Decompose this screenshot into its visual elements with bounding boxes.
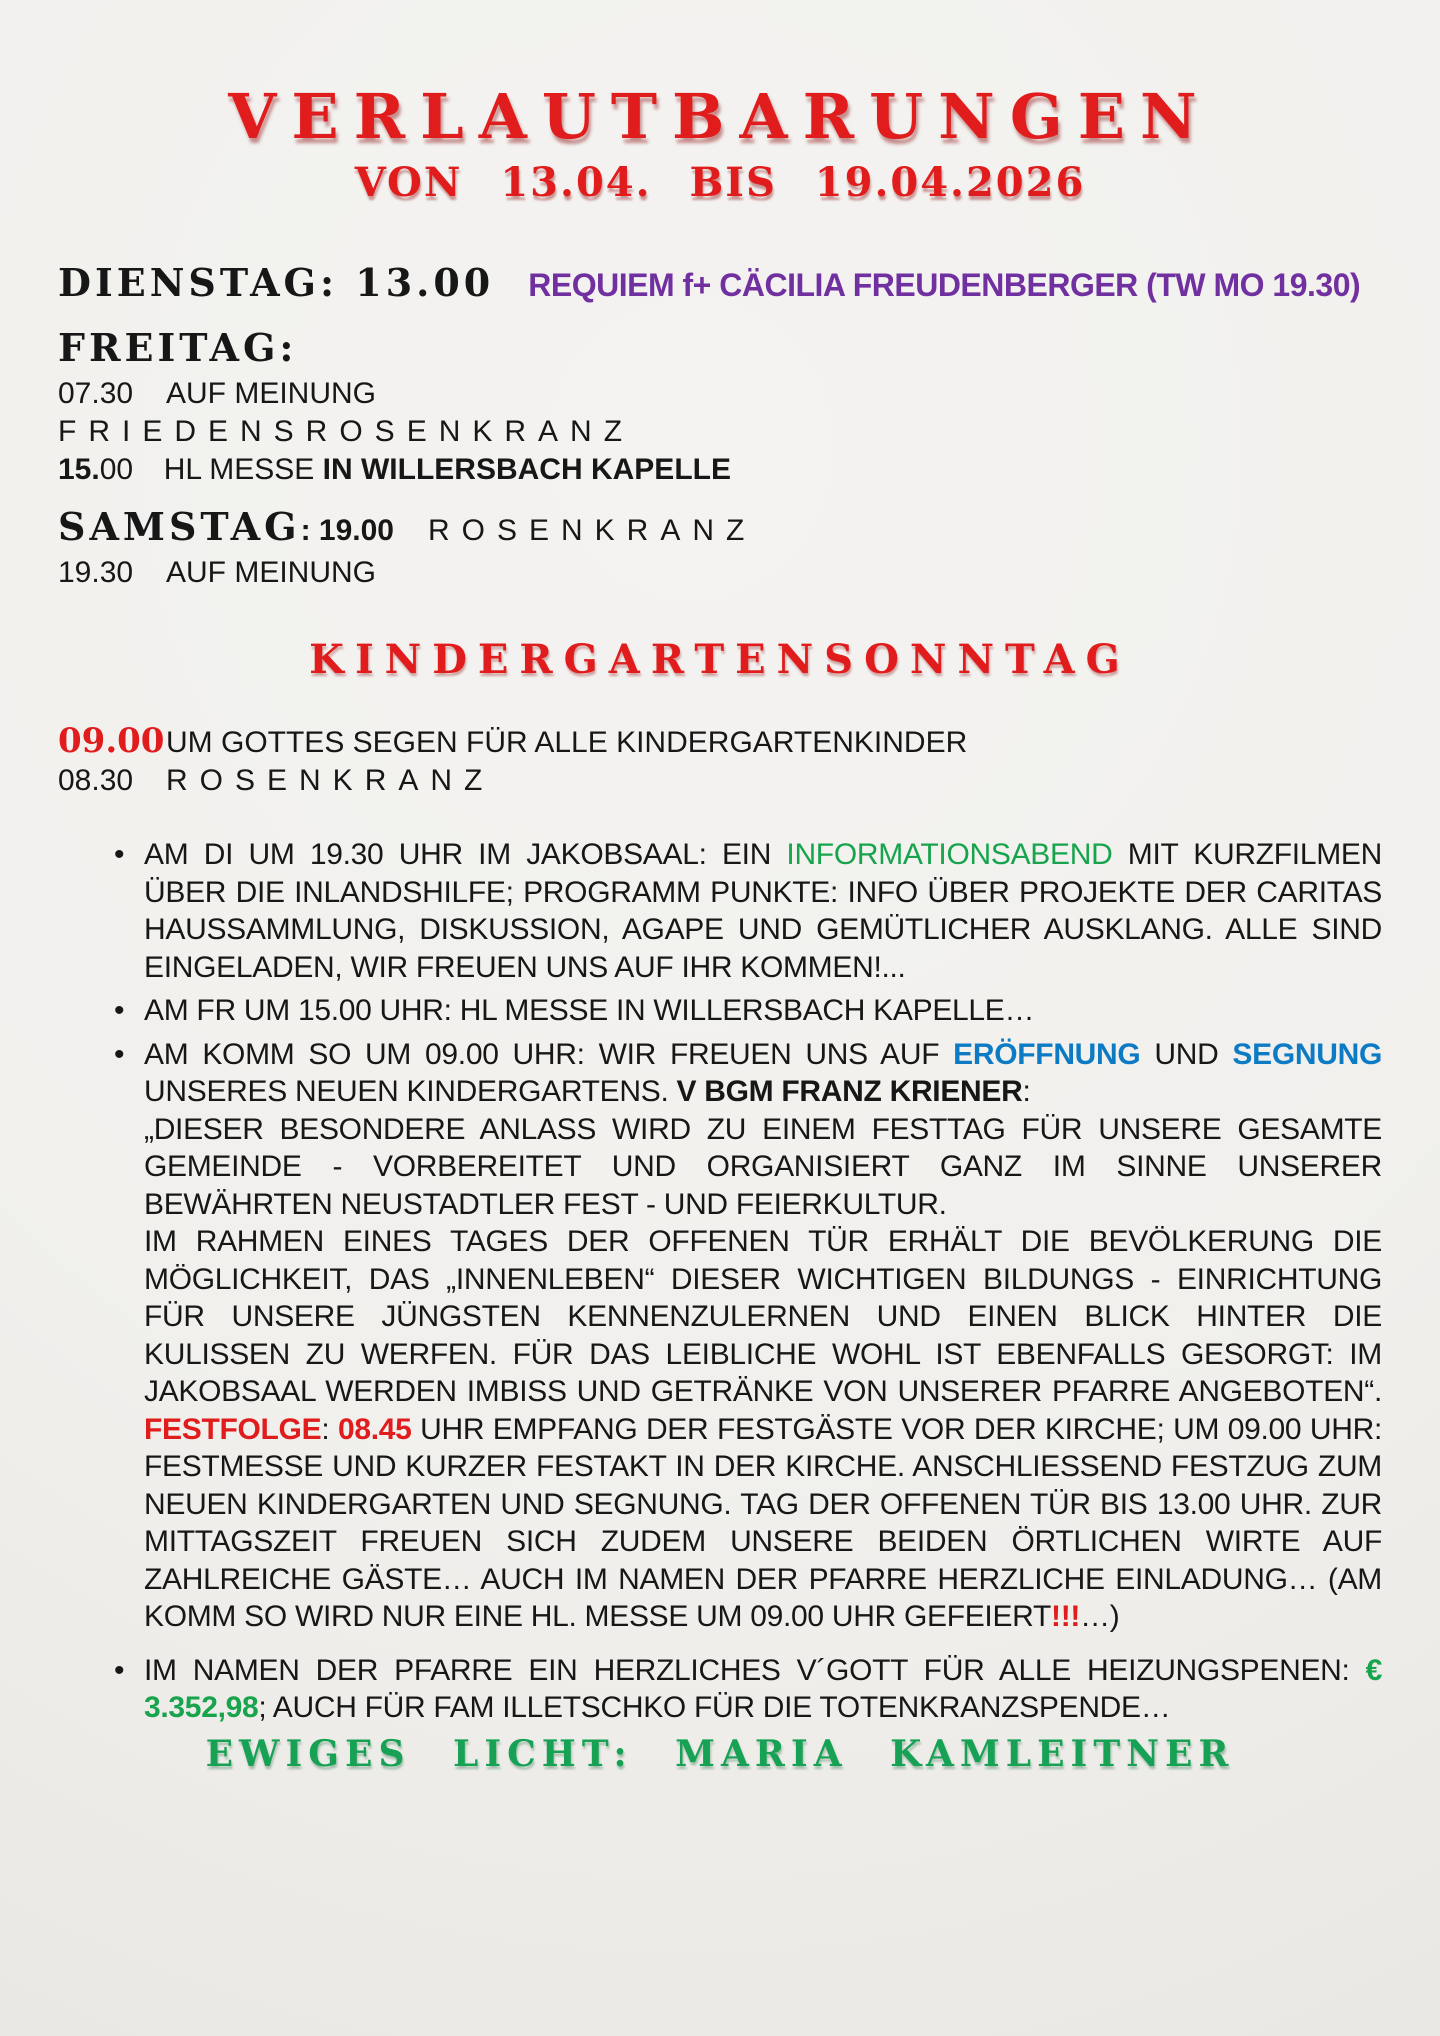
schedule-row-saturday-1930: 19.30 AUF MEINUNG — [58, 556, 376, 590]
kindergarten-row-0900: 09.00UM GOTTES SEGEN FÜR ALLE KINDERGARTENKINDER — [58, 721, 968, 762]
schedule-row-friday: FREITAG: — [58, 325, 298, 371]
schedule-row-friedensrosenkranz: FRIEDENSROSENKRANZ — [58, 415, 635, 449]
bullet-text-kindergarten-eroeffnung: AM KOMM SO UM 09.00 UHR: WIR FREUEN UNS AUF ERÖFFNUNG UND SEGNUNG UNSERES NEUEN KINDERGARTENS. V BGM FRANZ KRIENER: „DIESER BESONDERE ANLASS WIRD ZU EINEM FESTTAG FÜR UNSERE GESAMTE GEMEINDE - VORBEREITET UND ORGANISIERT GANZ IM SINNE UNSERER BEWÄHRTEN NEUSTADTLER FEST - UND FEIERKULTUR. IM RAHMEN EINES TAGES DER OFFENEN TÜR ERHÄLT DIE BEVÖLKERUNG DIE MÖGLICHKEIT, DAS „INNENLEBEN“ DIESER WICHTIGEN BILDUNGS - EINRICHTUNG FÜR UNSERE JÜNGSTEN KENNENZULERNEN UND EINEN BLICK HINTER DIE KULISSEN ZU WERFEN. FÜR DAS LEIBLICHE WOHL IST EBENFALLS GESORGT: IM JAKOBSAAL WERDEN IMBISS UND GETRÄNKE VON UNSERER PFARRE ANGEBOTEN“. FESTFOLGE: 08.45 UHR EMPFANG DER FESTGÄSTE VOR DER KIRCHE; UM 09.00 UHR: FESTMESSE UND KURZER FESTAKT IN DER KIRCHE. ANSCHLIESSEND FESTZUG ZUM NEUEN KINDERGARTEN UND SEGNUNG. TAG DER OFFENEN TÜR BIS 13.00 UHR. ZUR MITTAGSZEIT FREUEN SICH ZUDEM UNSERE BEIDEN ÖRTLICHEN WIRTE AUF ZAHLREICHE GÄSTE… AUCH IM NAMEN DER PFARRE HERZLICHE EINLADUNG… (AM KOMM SO WIRD NUR EINE HL. MESSE UM 09.00 UHR GEFEIERT!!!…) — [144, 1037, 1382, 1634]
bullet-item-vergelts-gott — [114, 1652, 1382, 1727]
announcement-bullet-list — [58, 836, 1382, 1727]
bullet-dot-icon: • — [114, 994, 125, 1028]
kindergarten-schedule — [58, 722, 1382, 800]
bullet-dot-icon: • — [114, 1037, 125, 1071]
bullet-text-willersbach: AM FR UM 15.00 UHR: HL MESSE IN WILLERSBACH KAPELLE… — [144, 994, 1035, 1028]
bullet-dot-icon: • — [114, 838, 125, 872]
bullet-dot-icon: • — [114, 1653, 125, 1687]
schedule-row-friday-0730: 07.30 AUF MEINUNG — [58, 377, 376, 411]
bullet-item-informationsabend — [114, 836, 1382, 986]
eternal-light-dedication: EWIGES LICHT: MARIA KAMLEITNER — [205, 1732, 1235, 1775]
kindergarten-sunday-heading: KINDERGARTENSONNTAG — [309, 636, 1131, 684]
schedule-row-friday-1500: 15.00 HL MESSE IN WILLERSBACH KAPELLE — [58, 453, 731, 487]
bullet-text-informationsabend: AM DI UM 19.30 UHR IM JAKOBSAAL: EIN INFORMATIONSABEND MIT KURZFILMEN ÜBER DIE INLANDSHILFE; PROGRAMM PUNKTE: INFO ÜBER PROJEKTE DER CARITAS HAUSSAMMLUNG, DISKUSSION, AGAPE UND GEMÜTLICHER AUSKLANG. ALLE SIND EINGELADEN, WIR FREUEN UNS AUF IHR KOMMEN!... — [144, 838, 1382, 984]
mass-schedule-section — [58, 259, 1382, 592]
date-range-subtitle: VON 13.04. BIS 19.04.2026 — [354, 159, 1086, 207]
bullet-item-kindergarten-eroeffnung — [114, 1036, 1382, 1636]
bullet-text-vergelts-gott: IM NAMEN DER PFARRE EIN HERZLICHES V´GOTT FÜR ALLE HEIZUNGSPENEN: € 3.352,98; AUCH FÜR FAM ILLETSCHKO FÜR DIE TOTENKRANZSPENDE… — [144, 1653, 1382, 1725]
page-title: VERLAUTBARUNGEN — [228, 80, 1212, 153]
schedule-row-tuesday: DIENSTAG: 13.00 REQUIEM f+ CÄCILIA FREUDENBERGER (TW MO 19.30) — [58, 260, 1361, 306]
bullet-item-willersbach — [114, 992, 1382, 1030]
kindergarten-row-0830: 08.30 ROSENKRANZ — [58, 764, 495, 798]
schedule-row-saturday: SAMSTAG: 19.00 ROSENKRANZ — [58, 504, 757, 550]
